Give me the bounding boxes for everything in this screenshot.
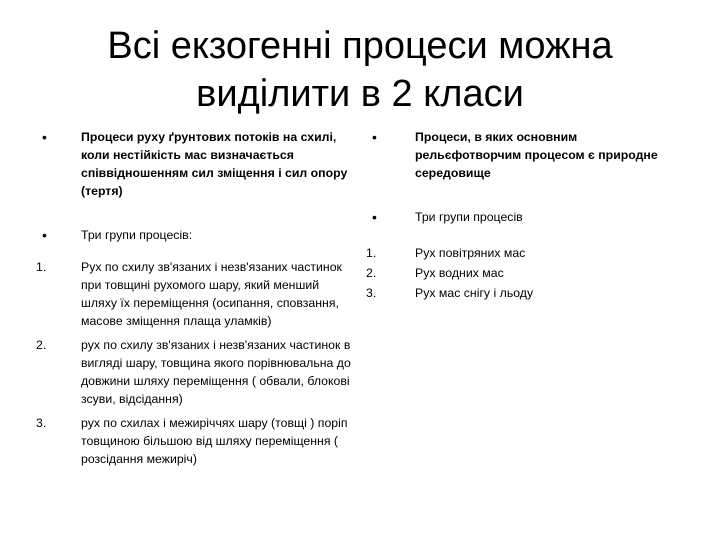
list-item: [36, 336, 354, 408]
left-column: [36, 128, 354, 468]
left-subheading-item: [36, 226, 354, 244]
list-item-text: рух по схилах і межиріччях шару (товщі ) поріп товщиною більшою від шляху переміщення ( розсідання межиріч): [81, 416, 348, 466]
right-subheading: Три групи процесів: [415, 210, 523, 224]
list-item-text: Рух мас снігу і льоду: [415, 286, 534, 300]
right-heading: Процеси, в яких основним рельєфотворчим процесом є природне середовище: [415, 130, 658, 180]
left-subheading: Три групи процесів:: [81, 228, 193, 242]
list-item: [366, 264, 686, 282]
bullet-icon: •: [42, 227, 47, 243]
list-item: [36, 258, 354, 330]
list-item-text: рух по схилу зв'язаних і незв'язаних частинок в вигляді шару, товщина якого порівнювальна до довжини шляху переміщення ( обвали, блокові зсуви, відсідання): [81, 338, 351, 406]
list-number: 1.: [366, 246, 377, 260]
list-number: 1.: [36, 260, 47, 274]
left-heading-item: [36, 128, 354, 200]
list-number: 3.: [36, 416, 47, 430]
left-heading: Процеси руху ґрунтових потоків на схилі, коли нестійкість мас визначається співвідношенням сил зміщення і сил опору (тертя): [81, 130, 348, 198]
bullet-icon: •: [372, 129, 377, 145]
list-item: [366, 244, 686, 262]
bullet-icon: •: [42, 129, 47, 145]
bullet-icon: •: [372, 209, 377, 225]
title-line-2: виділити в 2 класи: [196, 73, 524, 115]
list-number: 3.: [366, 286, 377, 300]
right-heading-item: [366, 128, 686, 182]
slide-title: [40, 22, 680, 118]
list-number: 2.: [366, 266, 377, 280]
right-subheading-item: [366, 208, 686, 226]
list-item-text: Рух повітряних мас: [415, 246, 526, 260]
list-item-text: Рух водних мас: [415, 266, 504, 280]
list-item-text: Рух по схилу зв'язаних і незв'язаних частинок при товщині рухомого шару, який менший шляху їх переміщення (осипання, сповзання, масове зміщення плаща уламків): [81, 260, 342, 328]
list-item: [366, 284, 686, 302]
title-line-1: Всі екзогенні процеси можна: [107, 25, 613, 67]
list-item: [36, 414, 354, 468]
right-column: [366, 128, 686, 302]
list-number: 2.: [36, 338, 47, 352]
